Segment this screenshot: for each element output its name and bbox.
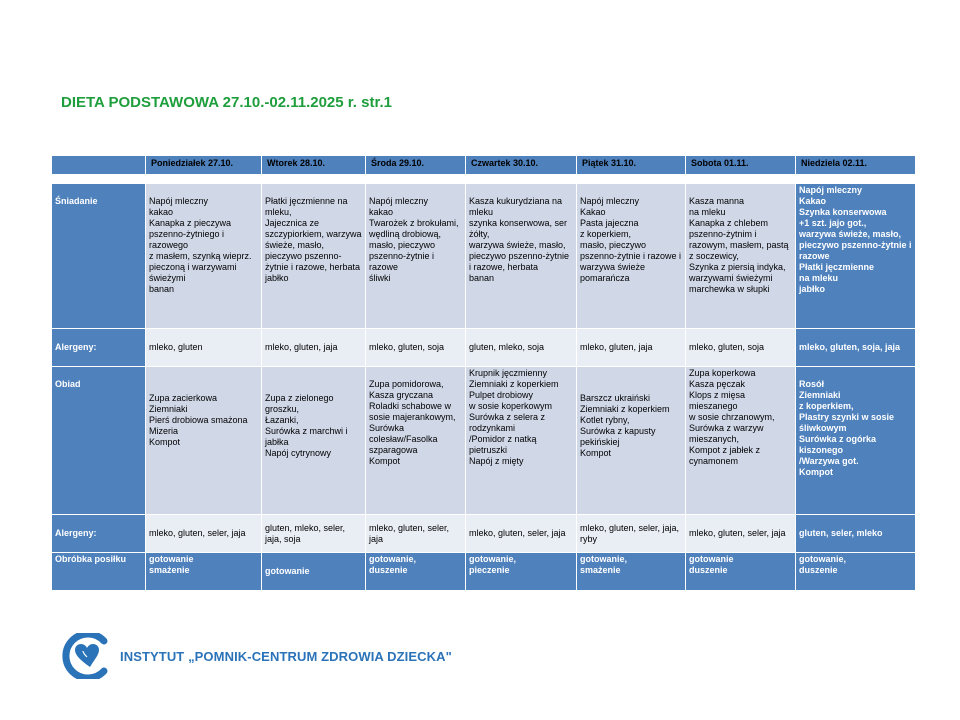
meal-cell: Napój mleczny kakao Kanapka z pieczywa pszenno-żytniego i razowego z masłem, szynką wieprz. pieczoną i warzywami świeżymi banan xyxy=(146,184,262,329)
allergen-cell: gluten, mleko, soja xyxy=(466,329,577,367)
meal-cell: Barszcz ukraiński Ziemniaki z koperkiem Kotlet rybny, Surówka z kapusty pekińskiej Kompot xyxy=(577,367,686,515)
allergen-cell: mleko, gluten, soja xyxy=(686,329,796,367)
page-title: DIETA PODSTAWOWA 27.10.-02.11.2025 r. str.1 xyxy=(61,94,392,111)
row-label-allergens: Alergeny: xyxy=(52,515,146,553)
day-header: Środa 29.10. xyxy=(366,156,466,175)
day-header: Sobota 01.11. xyxy=(686,156,796,175)
meal-cell: Kasza manna na mleku Kanapka z chlebem pszenno-żytnim i razowym, masłem, pastą z soczewicy, Szynka z piersią indyka, warzywami świeżymi marchewka w słupki xyxy=(686,184,796,329)
allergen-cell: mleko, gluten, seler, jaja xyxy=(146,515,262,553)
meal-cell: Zupa zacierkowa Ziemniaki Pierś drobiowa smażona Mizeria Kompot xyxy=(146,367,262,515)
lunch-row xyxy=(52,367,916,515)
allergen-cell: mleko, gluten, jaja xyxy=(577,329,686,367)
cooking-cell: gotowanie smażenie xyxy=(146,553,262,591)
meal-cell: Krupnik jęczmienny Ziemniaki z koperkiem Pulpet drobiowy w sosie koperkowym Surówka z selera z rodzynkami /Pomidor z natką pietruszki Napój z mięty xyxy=(466,367,577,515)
row-label-cooking: Obróbka posiłku xyxy=(52,553,146,591)
meal-cell: Zupa z zielonego groszku, Łazanki, Surówka z marchwi i jabłka Napój cytrynowy xyxy=(262,367,366,515)
cooking-cell: gotowanie xyxy=(262,553,366,591)
allergens-row xyxy=(52,515,916,553)
meal-cell: Płatki jęczmienne na mleku, Jajecznica ze szczypiorkiem, warzywa świeże, masło, pieczywo pszenno-żytnie i razowe, herbata jabłko xyxy=(262,184,366,329)
allergen-cell: mleko, gluten xyxy=(146,329,262,367)
cooking-cell: gotowanie, pieczenie xyxy=(466,553,577,591)
meal-cell: Zupa pomidorowa, Kasza gryczana Roladki schabowe w sosie majerankowym, Surówka colesław/Fasolka szparagowa Kompot xyxy=(366,367,466,515)
day-header: Czwartek 30.10. xyxy=(466,156,577,175)
day-header: Wtorek 28.10. xyxy=(262,156,366,175)
allergen-cell: mleko, gluten, seler, jaja xyxy=(686,515,796,553)
cooking-cell: gotowanie duszenie xyxy=(686,553,796,591)
meal-cell: Napój mleczny Kakao Szynka konserwowa +1 szt. jajo got., warzywa świeże, masło, pieczywo pszenno-żytnie i razowe Płatki jęczmienne na mleku jabłko xyxy=(796,184,916,329)
allergens-row xyxy=(52,329,916,367)
allergen-cell: mleko, gluten, seler, jaja xyxy=(466,515,577,553)
header-row xyxy=(52,156,916,175)
allergen-cell: mleko, gluten, seler, jaja xyxy=(366,515,466,553)
day-header: Niedziela 02.11. xyxy=(796,156,916,175)
header-corner xyxy=(52,156,146,175)
allergen-cell: mleko, gluten, seler, jaja, ryby xyxy=(577,515,686,553)
breakfast-row xyxy=(52,184,916,329)
logo-text: INSTYTUT „POMNIK-CENTRUM ZDROWIA DZIECKA" xyxy=(120,649,452,664)
allergen-cell: mleko, gluten, soja xyxy=(366,329,466,367)
cooking-cell: gotowanie, smażenie xyxy=(577,553,686,591)
row-label-lunch: Obiad xyxy=(52,367,146,515)
row-label-allergens: Alergeny: xyxy=(52,329,146,367)
meal-cell: Napój mleczny kakao Twarożek z brokułami, wędliną drobiową, masło, pieczywo pszenno-żytnie i razowe śliwki xyxy=(366,184,466,329)
day-header: Piątek 31.10. xyxy=(577,156,686,175)
row-label-breakfast: Śniadanie xyxy=(52,184,146,329)
heart-icon xyxy=(60,633,118,679)
cooking-cell: gotowanie, duszenie xyxy=(796,553,916,591)
meal-cell: Zupa koperkowa Kasza pęczak Klops z mięsa mieszanego w sosie chrzanowym, Surówka z warzyw mieszanych, Kompot z jabłek z cynamonem xyxy=(686,367,796,515)
meal-cell: Napój mleczny Kakao Pasta jajeczna z koperkiem, masło, pieczywo pszenno-żytnie i razowe i warzywa świeże pomarańcza xyxy=(577,184,686,329)
diet-table xyxy=(51,155,916,591)
meal-cell: Rosół Ziemniaki z koperkiem, Plastry szynki w sosie śliwkowym Surówka z ogórka kiszonego /Warzywa got. Kompot xyxy=(796,367,916,515)
cooking-method-row xyxy=(52,553,916,591)
meal-cell: Kasza kukurydziana na mleku szynka konserwowa, ser żółty, warzywa świeże, masło, pieczywo pszenno-żytnie i razowe, herbata banan xyxy=(466,184,577,329)
day-header: Poniedziałek 27.10. xyxy=(146,156,262,175)
cooking-cell: gotowanie, duszenie xyxy=(366,553,466,591)
allergen-cell: mleko, gluten, soja, jaja xyxy=(796,329,916,367)
allergen-cell: gluten, mleko, seler, jaja, soja xyxy=(262,515,366,553)
allergen-cell: mleko, gluten, jaja xyxy=(262,329,366,367)
allergen-cell: gluten, seler, mleko xyxy=(796,515,916,553)
